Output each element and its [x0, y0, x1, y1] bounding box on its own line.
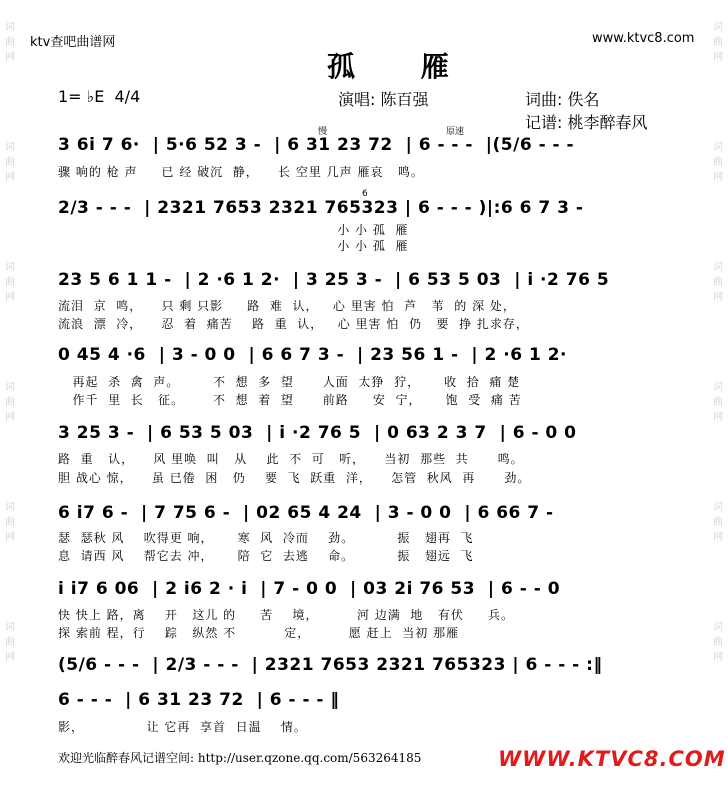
score-row-notes: 6 - - - | 6 31 23 72 | 6 - - - ‖ [58, 690, 340, 710]
side-watermark-left: 词曲网 [5, 502, 15, 543]
score-row-lyric: 流浪 漂 冷， 忍 着 痛苦 路 重 认， 心 里害 怕 仍 要 挣 扎求存， [58, 317, 529, 331]
score-row-notes: i i7 6 06 | 2 i6 2 · i | 7 - 0 0 | 03 2i 76 53 | 6 - - 0 [58, 579, 561, 599]
side-watermark-right: 词曲网 [713, 142, 723, 183]
side-watermark-right: 词曲网 [713, 262, 723, 303]
song-title: 孤 雁 [327, 50, 477, 83]
score-row-notes: 23 5 6 1 1 - | 2 ·6 1 2· | 3 25 3 - | 6 53 5 03 | i ·2 76 5 [58, 270, 610, 290]
triplet-mark: 6 [362, 189, 368, 199]
score-row-lyric: 胆 战心 惊， 虽 已倦 困 仍 要 飞 跃重 洋， 怎管 秋风 再 劲。 [58, 471, 531, 485]
singer-credit: 演唱: 陈百强 [338, 90, 429, 109]
footer-note: 欢迎光临醉春风记谱空间: http://user.qzone.qq.com/563264185 [58, 751, 422, 765]
score-row-notes: (5/6 - - - | 2/3 - - - | 2321 7653 2321 765323 | 6 - - - :‖ [58, 655, 603, 675]
tempo-original-mark: 原速 [446, 127, 465, 137]
score-row-notes: 2/3 - - - | 2321 7653 2321 765323 | 6 - - - )|:6 6 7 3 - [58, 198, 584, 218]
side-watermark-left: 词曲网 [5, 382, 15, 423]
key-signature: 1= ♭E 4/4 [58, 87, 141, 106]
side-watermark-left: 词曲网 [5, 262, 15, 303]
side-watermark-left: 词曲网 [5, 142, 15, 183]
score-row-notes: 3 25 3 - | 6 53 5 03 | i ·2 76 5 | 0 63 2 3 7 | 6 - 0 0 [58, 423, 577, 443]
score-row-notes: 6 i7 6 - | 7 75 6 - | 02 65 4 24 | 3 - 0 0 | 6 66 7 - [58, 503, 554, 523]
score-row-lyric: 快 快上 路，离 开 这儿 的 苦 境， 河 边满 地 有伏 兵。 [58, 608, 514, 622]
score-row-notes: 3 6i 7 6· | 5·6 52 3 - | 6 31 23 72 | 6 - - - |(5/6 - - - [58, 135, 575, 155]
side-watermark-right: 词曲网 [713, 502, 723, 543]
score-row-lyric: 再起 杀 禽 声。 不 想 多 望 人面 太狰 狞， 收 拾 痛 楚 [58, 375, 521, 389]
score-row-lyric: 影， 让 它再 享首 日温 情。 [58, 720, 307, 734]
score-row-lyric: 探 索前 程，行 踪 纵然 不 定， 愿 赶上 当初 那雁 [58, 626, 460, 640]
side-watermark-left: 词曲网 [5, 622, 15, 663]
transcriber-credit: 记谱: 桃李醉春风 [525, 113, 648, 132]
side-watermark-right: 词曲网 [713, 382, 723, 423]
tempo-slow-mark: 慢 [318, 127, 328, 137]
side-watermark-right: 词曲网 [713, 622, 723, 663]
side-watermark-left: 词曲网 [5, 22, 15, 63]
score-row-lyric: 息 请西 风 帮它去 冲， 陪 它 去逃 命。 振 翅远 飞 [58, 549, 474, 563]
score-row-lyric: 流泪 京 鸣， 只 剩 只影 路 难 认， 心 里害 怕 芦 苇 的 深 处， [58, 299, 516, 313]
score-row-lyric: 小 小 孤 雁 [58, 223, 409, 237]
score-row-lyric: 小 小 孤 雁 [58, 239, 409, 253]
words-music-credit: 词曲: 佚名 [525, 90, 600, 109]
score-row-lyric: 骤 响的 枪 声 已 经 破沉 静， 长 空里 几声 雁哀 鸣。 [58, 165, 424, 179]
score-row-lyric: 瑟 瑟秋 风 吹得更 响， 寒 风 冷而 劲。 振 翅再 飞 [58, 531, 474, 545]
site-name-left[interactable]: ktv查吧曲谱网 [30, 35, 116, 50]
score-row-notes: 0 45 4 ·6 | 3 - 0 0 | 6 6 7 3 - | 23 56 1 - | 2 ·6 1 2· [58, 345, 567, 365]
score-row-lyric: 作千 里 长 征。 不 想 着 望 前路 安 宁， 饱 受 痛 苦 [58, 393, 522, 407]
site-logo[interactable]: WWW.KTVC8.COM [498, 747, 726, 771]
score-row-lyric: 路 重 认， 风 里唤 叫 从 此 不 可 听， 当初 那些 共 鸣。 [58, 452, 524, 466]
side-watermark-right: 词曲网 [713, 22, 723, 63]
site-url-right[interactable]: www.ktvc8.com [592, 31, 695, 46]
